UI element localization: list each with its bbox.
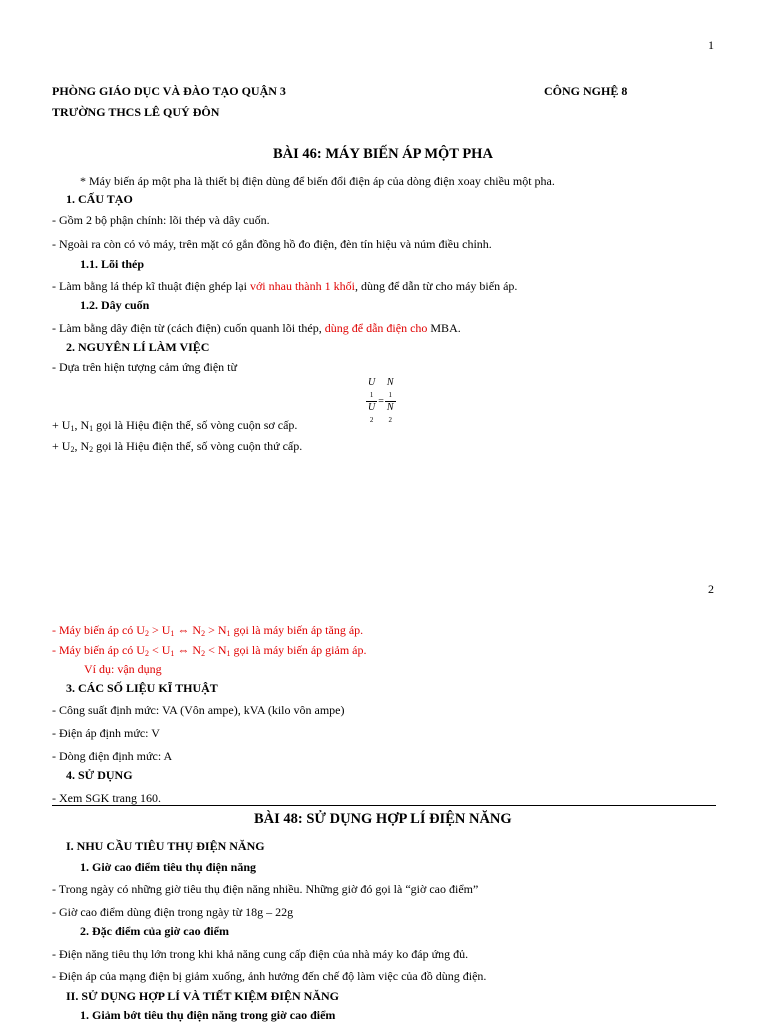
lesson48-title: BÀI 48: SỬ DỤNG HỢP LÍ ĐIỆN NĂNG	[254, 811, 512, 827]
saving-heading: II. SỬ DỤNG HỢP LÍ VÀ TIẾT KIỆM ĐIỆN NĂNG	[66, 989, 339, 1003]
winding-line: - Làm bằng dây điện từ (cách điện) cuốn quanh lõi thép, dùng để dẫn điện cho MBA.	[52, 321, 461, 335]
header-school: TRƯỜNG THCS LÊ QUÝ ĐÔN	[52, 105, 220, 119]
step-up-line: - Máy biến áp có $U_2 > U_1$ ⇔ $N_2 > N_1$ gọi là máy biến áp tăng áp.	[52, 623, 364, 638]
peak-hours-line-1: - Trong ngày có những giờ tiêu thụ điện năng nhiều. Những giờ đó gọi là “giờ cao điểm”	[52, 882, 479, 896]
structure-line-1: - Gồm 2 bộ phận chính: lõi thép và dây cuốn.	[52, 213, 270, 227]
transformer-formula: U 1 U 2 = N 1 N 2	[368, 377, 394, 424]
principle-heading: 2. NGUYÊN LÍ LÀM VIỆC	[66, 340, 210, 354]
reduce-peak-heading: 1. Giảm bớt tiêu thụ điện năng trong giờ cao điểm	[80, 1008, 336, 1022]
principle-line: - Dựa trên hiện tượng cảm ứng điện từ	[52, 360, 237, 374]
specs-line-1: - Công suất định mức: VA (Vôn ampe), kVA (kilo vôn ampe)	[52, 703, 345, 717]
specs-line-2: - Điện áp định mức: V	[52, 726, 160, 740]
header-subject: CÔNG NGHỆ 8	[544, 84, 628, 98]
peak-features-line-2: - Điện áp của mạng điện bị giảm xuống, ảnh hưởng đến chế độ làm việc của đồ dùng điện.	[52, 969, 487, 983]
structure-line-2: - Ngoài ra còn có vỏ máy, trên mặt có gắn đồng hồ đo điện, đèn tín hiệu và núm điều chỉnh.	[52, 237, 492, 251]
peak-features-line-1: - Điện năng tiêu thụ lớn trong khi khả năng cung cấp điện của nhà máy ko đáp ứng đủ.	[52, 947, 469, 961]
usage-line: - Xem SGK trang 160.	[52, 791, 161, 805]
secondary-definition: + $U_2$, $N_2$ gọi là Hiệu điện thế, số vòng cuộn thứ cấp.	[52, 439, 303, 454]
example-line: Ví dụ: vận dụng	[84, 662, 162, 676]
primary-definition: + $U_1$, $N_1$ gọi là Hiệu điện thế, số vòng cuộn sơ cấp.	[52, 418, 298, 433]
peak-features-heading: 2. Đặc điểm của giờ cao điểm	[80, 924, 229, 938]
demand-heading: I. NHU CẦU TIÊU THỤ ĐIỆN NĂNG	[66, 839, 265, 853]
core-line: - Làm bằng lá thép kĩ thuật điện ghép lại với nhau thành 1 khối, dùng để dẫn từ cho máy biến áp.	[52, 279, 518, 293]
usage-heading: 4. SỬ DỤNG	[66, 768, 133, 782]
page-number: 2	[708, 582, 714, 596]
section-divider	[52, 805, 716, 806]
page-number: 1	[708, 38, 714, 52]
lesson46-title: BÀI 46: MÁY BIẾN ÁP MỘT PHA	[273, 146, 493, 162]
specs-heading: 3. CÁC SỐ LIỆU KĨ THUẬT	[66, 681, 218, 695]
peak-hours-line-2: - Giờ cao điểm dùng điện trong ngày từ 18g – 22g	[52, 905, 294, 919]
lesson46-intro: * Máy biến áp một pha là thiết bị điện dùng để biến đổi điện áp của dòng điện xoay chiều một pha.	[80, 174, 555, 188]
header-department: PHÒNG GIÁO DỤC VÀ ĐÀO TẠO QUẬN 3	[52, 84, 286, 98]
peak-hours-heading: 1. Giờ cao điểm tiêu thụ điện năng	[80, 860, 256, 874]
section-structure-heading: 1. CẤU TẠO	[66, 192, 133, 206]
core-heading: 1.1. Lõi thép	[80, 257, 145, 271]
specs-line-3: - Dòng điện định mức: A	[52, 749, 173, 763]
step-down-line: - Máy biến áp có $U_2 < U_1$ ⇔ $N_2 < N_1$ gọi là máy biến áp giảm áp.	[52, 643, 367, 658]
winding-heading: 1.2. Dây cuốn	[80, 298, 150, 312]
